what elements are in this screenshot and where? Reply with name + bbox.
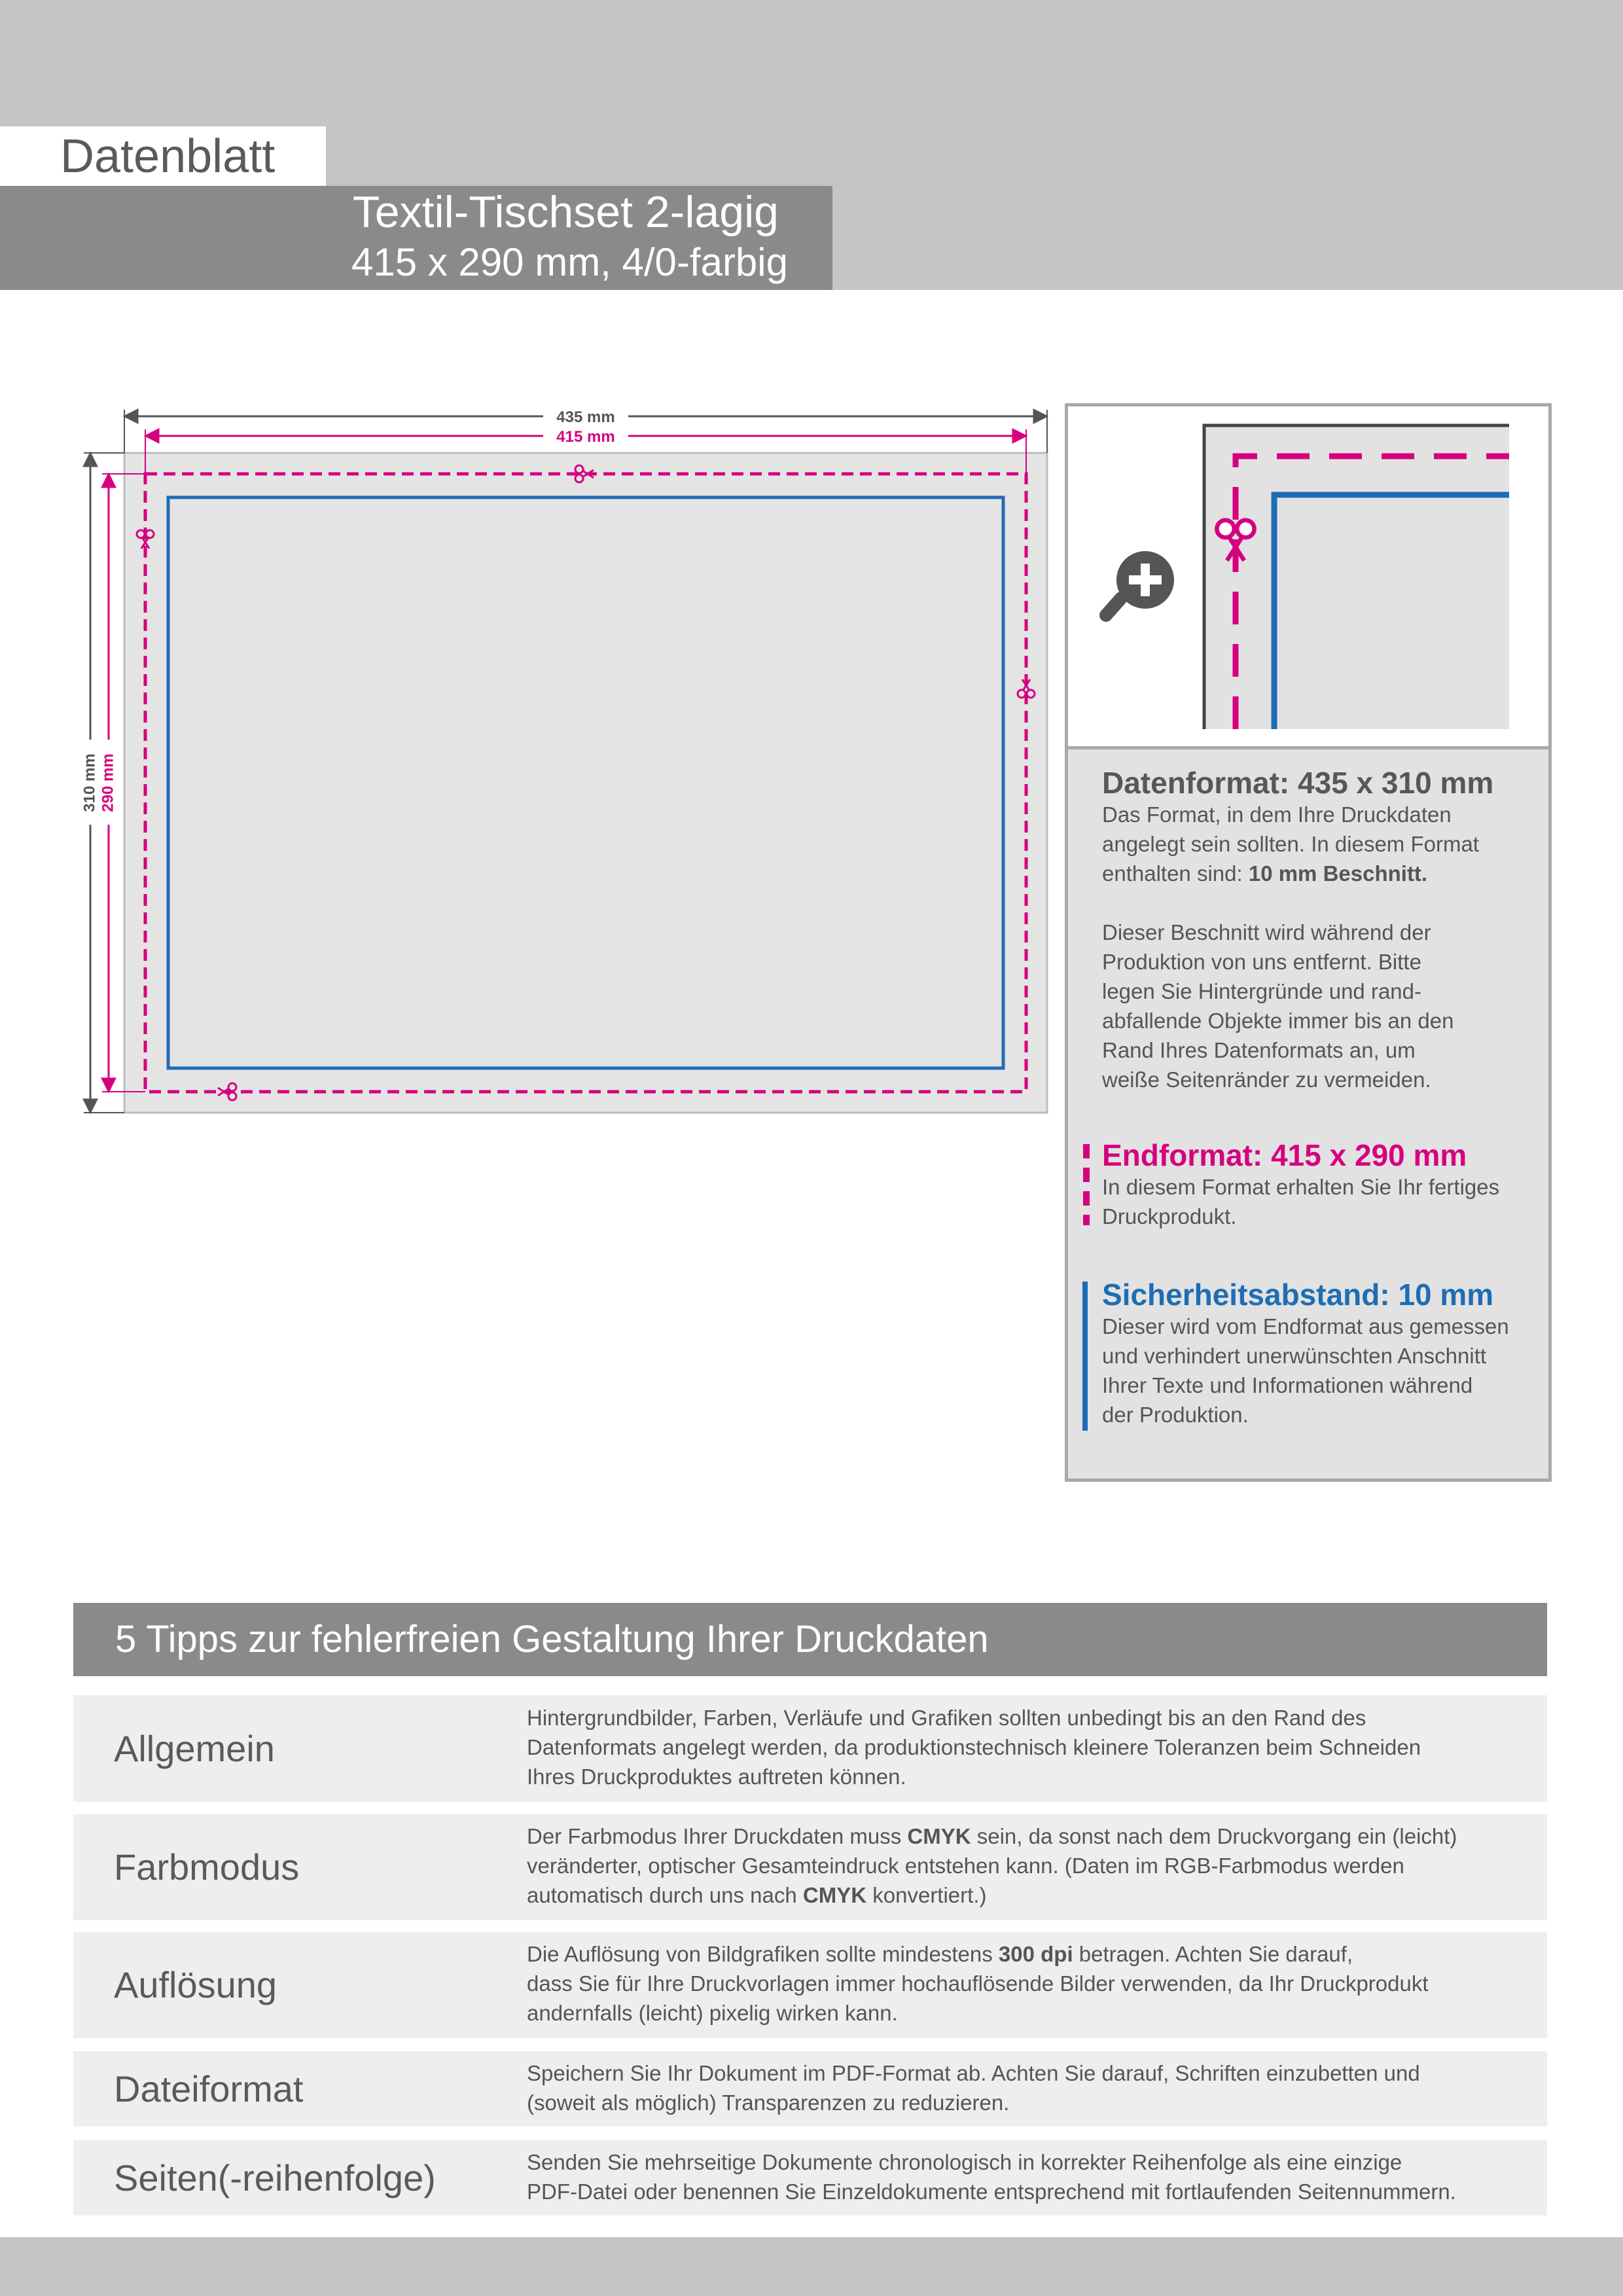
tip-text-part: sein, da sonst nach dem Druckvorgang ein (leicht) [971,1824,1457,1848]
tip-label-aufloesung: Auflösung [114,1964,277,2005]
outer-height-label: 310 mm [80,753,99,812]
endformat-line: Druckprodukt. [1102,1204,1237,1229]
tip-label-farbmodus: Farbmodus [114,1846,300,1888]
sicherheitsabstand-line: Dieser wird vom Endformat aus gemessen [1102,1314,1509,1338]
tip-line: Senden Sie mehrseitige Dokumente chronologisch in korrekter Reihenfolge als eine einzige [527,2150,1402,2174]
tip-label-seiten: Seiten(-reihenfolge) [114,2157,436,2198]
tip-text-allgemein [527,1703,1535,1791]
tip-text-bold: CMYK [907,1824,971,1848]
tip-text-seiten [527,2147,1535,2206]
tip-line: Speichern Sie Ihr Dokument im PDF-Format ab. Achten Sie darauf, Schriften einzubetten und [527,2061,1420,2085]
beschnitt-line: weiße Seitenränder zu vermeiden. [1102,1067,1431,1092]
datenformat-lead-bold: 10 mm Beschnitt. [1248,861,1428,886]
beschnitt-line: Rand Ihres Datenformats an, um [1102,1038,1416,1062]
tip-line: Hintergrundbilder, Farben, Verläufe und Grafiken sollten unbedingt bis an den Rand des [527,1706,1366,1730]
tip-text-aufloesung [527,1939,1535,2028]
sicherheitsabstand-marker [1082,1282,1088,1431]
tip-line: Ihres Druckproduktes auftreten können. [527,1765,906,1789]
tip-text-bold: 300 dpi [998,1942,1073,1966]
inner-width-label: 415 mm [556,428,615,446]
inner-height-label: 290 mm [99,753,117,812]
tip-line [527,1880,1535,1910]
sicherheitsabstand-line: und verhindert unerwünschten Anschnitt [1102,1344,1487,1368]
footer-band [0,2237,1623,2296]
datenformat-heading: Datenformat: 435 x 310 mm [1102,766,1494,800]
datenformat-line: Das Format, in dem Ihre Druckdaten [1102,802,1452,827]
beschnitt-line: legen Sie Hintergründe und rand- [1102,979,1421,1003]
tip-label-dateiformat: Dateiformat [114,2068,304,2109]
datenformat-line: angelegt sein sollten. In diesem Format [1102,832,1479,856]
product-title: Textil-Tischset 2-lagig [352,187,779,237]
sicherheitsabstand-line: Ihrer Texte und Informationen während [1102,1373,1473,1397]
outer-width-label: 435 mm [556,408,615,426]
zoom-in-icon [1106,551,1174,615]
datenformat-text [1102,800,1527,888]
beschnitt-line: abfallende Objekte immer bis an den [1102,1009,1454,1033]
product-subtitle: 415 x 290 mm, 4/0-farbig [351,240,788,284]
sicherheitsabstand-text [1102,1312,1541,1429]
tip-line: Datenformats angelegt werden, da produktionstechnisch kleinere Toleranzen beim Schneiden [527,1735,1421,1759]
endformat-line: In diesem Format erhalten Sie Ihr fertiges [1102,1175,1500,1199]
datenformat-lead: enthalten sind: [1102,861,1249,886]
tip-text-part: konvertiert.) [866,1883,987,1907]
endformat-text [1102,1172,1534,1231]
tip-text-bold: CMYK [802,1883,867,1907]
beschnitt-line: Dieser Beschnitt wird während der [1102,920,1431,944]
tip-line [527,1939,1535,1969]
tip-text-farbmodus [527,1821,1535,1910]
endformat-marker [1082,1144,1090,1225]
tip-label-allgemein: Allgemein [114,1728,275,1769]
tip-line: PDF-Datei oder benennen Sie Einzeldokumente entsprechend mit fortlaufenden Seitennummern. [527,2179,1456,2204]
sicherheitsabstand-heading: Sicherheitsabstand: 10 mm [1102,1278,1494,1312]
tip-line: andernfalls (leicht) pixelig wirken kann. [527,2001,898,2025]
endformat-heading: Endformat: 415 x 290 mm [1102,1138,1467,1172]
tip-line: dass Sie für Ihre Druckvorlagen immer hochauflösende Bilder verwenden, da Ihr Druckprodukt [527,1971,1429,1996]
tip-text-part: betragen. Achten Sie darauf, [1073,1942,1353,1966]
datenformat-line [1102,859,1527,888]
format-diagram [72,393,1054,1139]
zoom-detail [1068,406,1548,746]
tips-title: 5 Tipps zur fehlerfreien Gestaltung Ihrer Druckdaten [115,1618,989,1660]
beschnitt-line: Produktion von uns entfernt. Bitte [1102,950,1421,974]
zoom-corner-area [1204,425,1509,729]
tip-line: (soweit als möglich) Transparenzen zu reduzieren. [527,2090,1010,2115]
doc-type-label: Datenblatt [60,130,276,183]
data-format-area [124,453,1047,1113]
tip-text-part: Der Farbmodus Ihrer Druckdaten muss [527,1824,908,1848]
tip-line: veränderter, optischer Gesamteindruck entstehen kann. (Daten im RGB-Farbmodus werden [527,1854,1404,1878]
beschnitt-text [1102,918,1527,1094]
tip-text-dateiformat [527,2058,1535,2117]
tip-line [527,1821,1535,1851]
tip-text-part: automatisch durch uns nach [527,1883,803,1907]
sicherheitsabstand-line: der Produktion. [1102,1403,1249,1427]
tip-text-part: Die Auflösung von Bildgrafiken sollte mindestens [527,1942,999,1966]
